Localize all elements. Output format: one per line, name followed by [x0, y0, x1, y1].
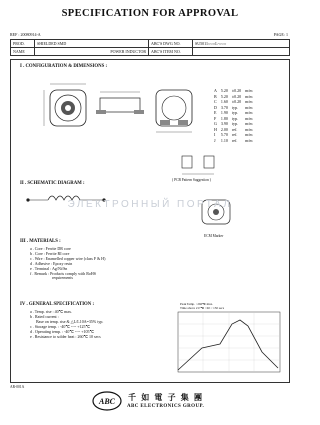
- name-label: NAME: [11, 48, 35, 56]
- profile-subtitle: Time above 217℃ : 60 ~ 150 secs: [180, 306, 225, 310]
- dimension-t: ref.: [231, 137, 238, 143]
- dimension-k: E: [214, 110, 217, 116]
- schematic-heading: II . SCHEMATIC DIAGRAM :: [20, 181, 85, 186]
- material-item: c . Wire : Enamelled copper wire (class F & H): [30, 255, 106, 261]
- dimension-v: 1.90: [220, 110, 228, 116]
- prod-value: SHIELDED SMD: [35, 40, 149, 48]
- dimension-v: 5.20: [220, 93, 228, 99]
- dimension-u: m/m: [245, 126, 253, 132]
- dimension-t: ±0.20: [231, 88, 242, 94]
- materials-list: [30, 247, 105, 281]
- dimension-v: 1.60: [220, 99, 228, 105]
- dimension-v: 3.90: [220, 121, 228, 127]
- reflow-profile-chart: [162, 300, 284, 380]
- dimension-t: ref.: [231, 132, 238, 138]
- company-name-cn: 千 如 電 子 集 團: [128, 393, 204, 402]
- dimension-u: m/m: [245, 132, 253, 138]
- dimension-t: ref.: [231, 126, 238, 132]
- config-heading: I . CONFIGURATION & DIMENSIONS :: [20, 64, 108, 69]
- company-name-en: ABC ELECTRONICS GROUP.: [127, 404, 205, 409]
- dimension-u: m/m: [245, 104, 253, 110]
- product-header-table: [10, 39, 290, 56]
- pcb-caption: ( PCB Pattern Suggestion ): [172, 178, 211, 182]
- dimension-t: typ.: [231, 115, 239, 121]
- spec-item: c . Storage temp. : -40℃ ---- +125℃: [30, 323, 91, 329]
- dwg-value: SU5011○○○L-○○○: [193, 40, 290, 48]
- spec-item: b . Rated current :: [30, 313, 59, 319]
- dimension-k: A: [214, 88, 217, 94]
- material-item: d . Adhesive : Epoxy resin: [30, 260, 73, 266]
- page-number: PAGE: 1: [273, 32, 288, 37]
- logo-text: ABC: [98, 397, 116, 406]
- material-item: a . Core : Ferrite DR core: [30, 246, 71, 251]
- material-item: b . Core : Ferrite RI core: [30, 250, 70, 256]
- inductor-side-view: [96, 92, 144, 114]
- profile-title: Peak Temp. : 260℃ max.: [180, 302, 213, 306]
- dimension-k: F: [214, 115, 217, 121]
- page-title: SPECIFICATION FOR APPROVAL: [61, 8, 239, 19]
- dimension-k: D: [214, 104, 217, 110]
- dimension-v: 5.70: [220, 132, 228, 138]
- material-item: f . Remark : Products comply with RoHS: [30, 270, 96, 276]
- item-value: [193, 48, 290, 56]
- inductor-bottom-view: [156, 90, 192, 132]
- reference-number: REF : 20080914-A: [10, 32, 41, 37]
- dimension-v: 5.20: [220, 88, 228, 94]
- dimension-t: typ.: [231, 104, 239, 110]
- spec-item: d . Operating temp. : -40℃ ---- +105℃: [30, 328, 95, 334]
- dimensions-table: [212, 88, 254, 143]
- dimension-v: 1.10: [220, 137, 228, 143]
- dimension-t: ±0.20: [231, 93, 242, 99]
- spec-item: a . Temp. rise : 40℃ max.: [30, 309, 73, 314]
- general-list: [30, 310, 103, 339]
- spec-item: e . Resistance to solder heat : 260℃ 10 secs: [30, 333, 101, 339]
- watermark: ЭЛЕКТРОННЫЙ ПОРТАЛ: [67, 199, 233, 210]
- pcb-pattern-drawing: [168, 150, 228, 190]
- spec-item: Base on temp. rise & △L/L10A=35% typ.: [36, 318, 104, 324]
- dimension-k: C: [214, 99, 217, 105]
- dimension-k: B: [214, 93, 217, 99]
- dimension-k: I: [214, 132, 216, 138]
- ecm-caption: ECM Marker: [204, 234, 224, 238]
- dimension-t: typ.: [231, 110, 239, 116]
- materials-heading: III . MATERIALS :: [20, 239, 61, 244]
- dimension-u: m/m: [245, 121, 253, 127]
- dimension-u: m/m: [245, 99, 253, 105]
- form-code: AR-001A: [10, 385, 25, 389]
- abc-logo-icon: [92, 390, 122, 412]
- dimension-v: 3.70: [220, 104, 228, 110]
- dwg-label: ABC'S DWG NO.: [149, 40, 193, 48]
- dimension-v: 2.00: [220, 126, 228, 132]
- general-heading: IV . GENERAL SPECIFICATION :: [20, 302, 95, 307]
- prod-label: PROD.: [11, 40, 35, 48]
- dimension-row: [212, 138, 254, 144]
- dimension-u: m/m: [245, 115, 253, 121]
- material-item: e . Terminal : Ag/Ni/Sn: [30, 265, 68, 271]
- name-value: POWER INDUCTOR: [35, 48, 149, 56]
- inductor-drawing: [40, 80, 210, 152]
- material-item: requirements: [52, 275, 73, 281]
- dimension-u: m/m: [245, 137, 253, 143]
- dimension-v: 1.80: [220, 115, 228, 121]
- item-label: ABC'S ITEM NO.: [149, 48, 193, 56]
- dimension-u: m/m: [245, 88, 253, 94]
- dimension-u: m/m: [245, 93, 253, 99]
- dimension-t: typ.: [231, 121, 239, 127]
- inductor-top-view: [44, 84, 86, 126]
- dimension-k: G: [214, 121, 217, 127]
- dimension-k: H: [214, 126, 217, 132]
- dimension-t: ±0.20: [231, 99, 242, 105]
- dimension-u: m/m: [245, 110, 253, 116]
- dimension-k: J: [214, 137, 216, 143]
